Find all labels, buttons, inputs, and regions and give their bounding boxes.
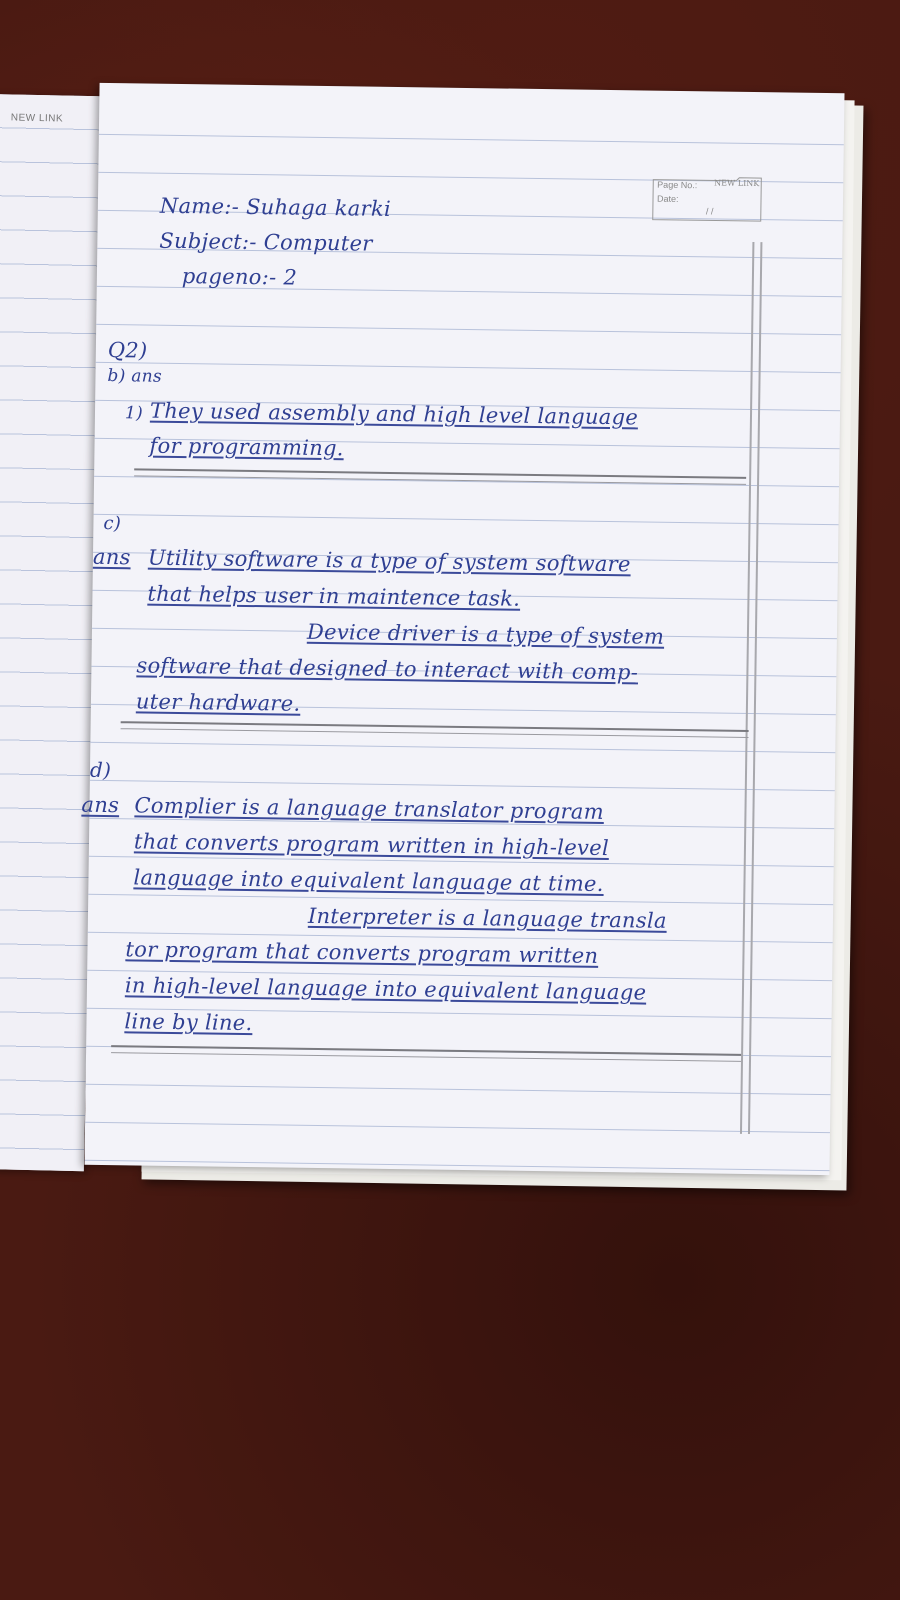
- part-d-line-3: language into equivalent language at time.: [133, 865, 604, 896]
- part-b-marker: 1): [124, 403, 144, 424]
- part-c-line-1: Utility software is a type of system software: [147, 545, 631, 577]
- stamp-brand: NEW LINK: [714, 178, 760, 189]
- notebook-page: [81, 83, 844, 1175]
- date-value: / /: [705, 206, 714, 217]
- question-label: Q2): [107, 337, 148, 363]
- part-d-label: d): [89, 757, 112, 783]
- part-d-line-7: line by line.: [124, 1009, 253, 1036]
- part-c-line-3: Device driver is a type of system: [306, 619, 665, 649]
- part-d-line-6: in high-level language into equivalent language: [124, 973, 647, 1005]
- part-c-line-2: that helps user in maintence task.: [147, 581, 521, 611]
- page-number-line: pageno:- 2: [181, 264, 298, 290]
- date-label: Date:: [656, 193, 679, 204]
- part-c-line-5: uter hardware.: [135, 689, 301, 716]
- part-b-label: b) ans: [107, 365, 163, 387]
- page-no-label: Page No.:: [657, 179, 698, 191]
- part-c-label: c): [103, 512, 122, 535]
- part-d-line-5: tor program that converts program written: [125, 937, 599, 968]
- part-d-line-4: Interpreter is a language transla: [307, 903, 667, 933]
- part-b-line-2: for programming.: [149, 433, 344, 461]
- part-d-line-2: that converts program written in high-level: [133, 829, 610, 861]
- right-margin-line: [740, 242, 754, 1134]
- part-b-line-1: They used assembly and high level language: [149, 398, 639, 430]
- part-c-ans-label: ans: [92, 544, 131, 570]
- page-date-stamp: [651, 176, 764, 224]
- part-d-ans-label: ans: [81, 792, 120, 818]
- student-name: Name:- Suhaga karki: [159, 193, 392, 221]
- part-d-line-1: Complier is a language translator program: [134, 793, 605, 824]
- part-c-line-4: software that designed to interact with comp-: [136, 653, 639, 685]
- subject-line: Subject:- Computer: [159, 228, 373, 256]
- left-page-tag: NEW LINK: [10, 112, 64, 125]
